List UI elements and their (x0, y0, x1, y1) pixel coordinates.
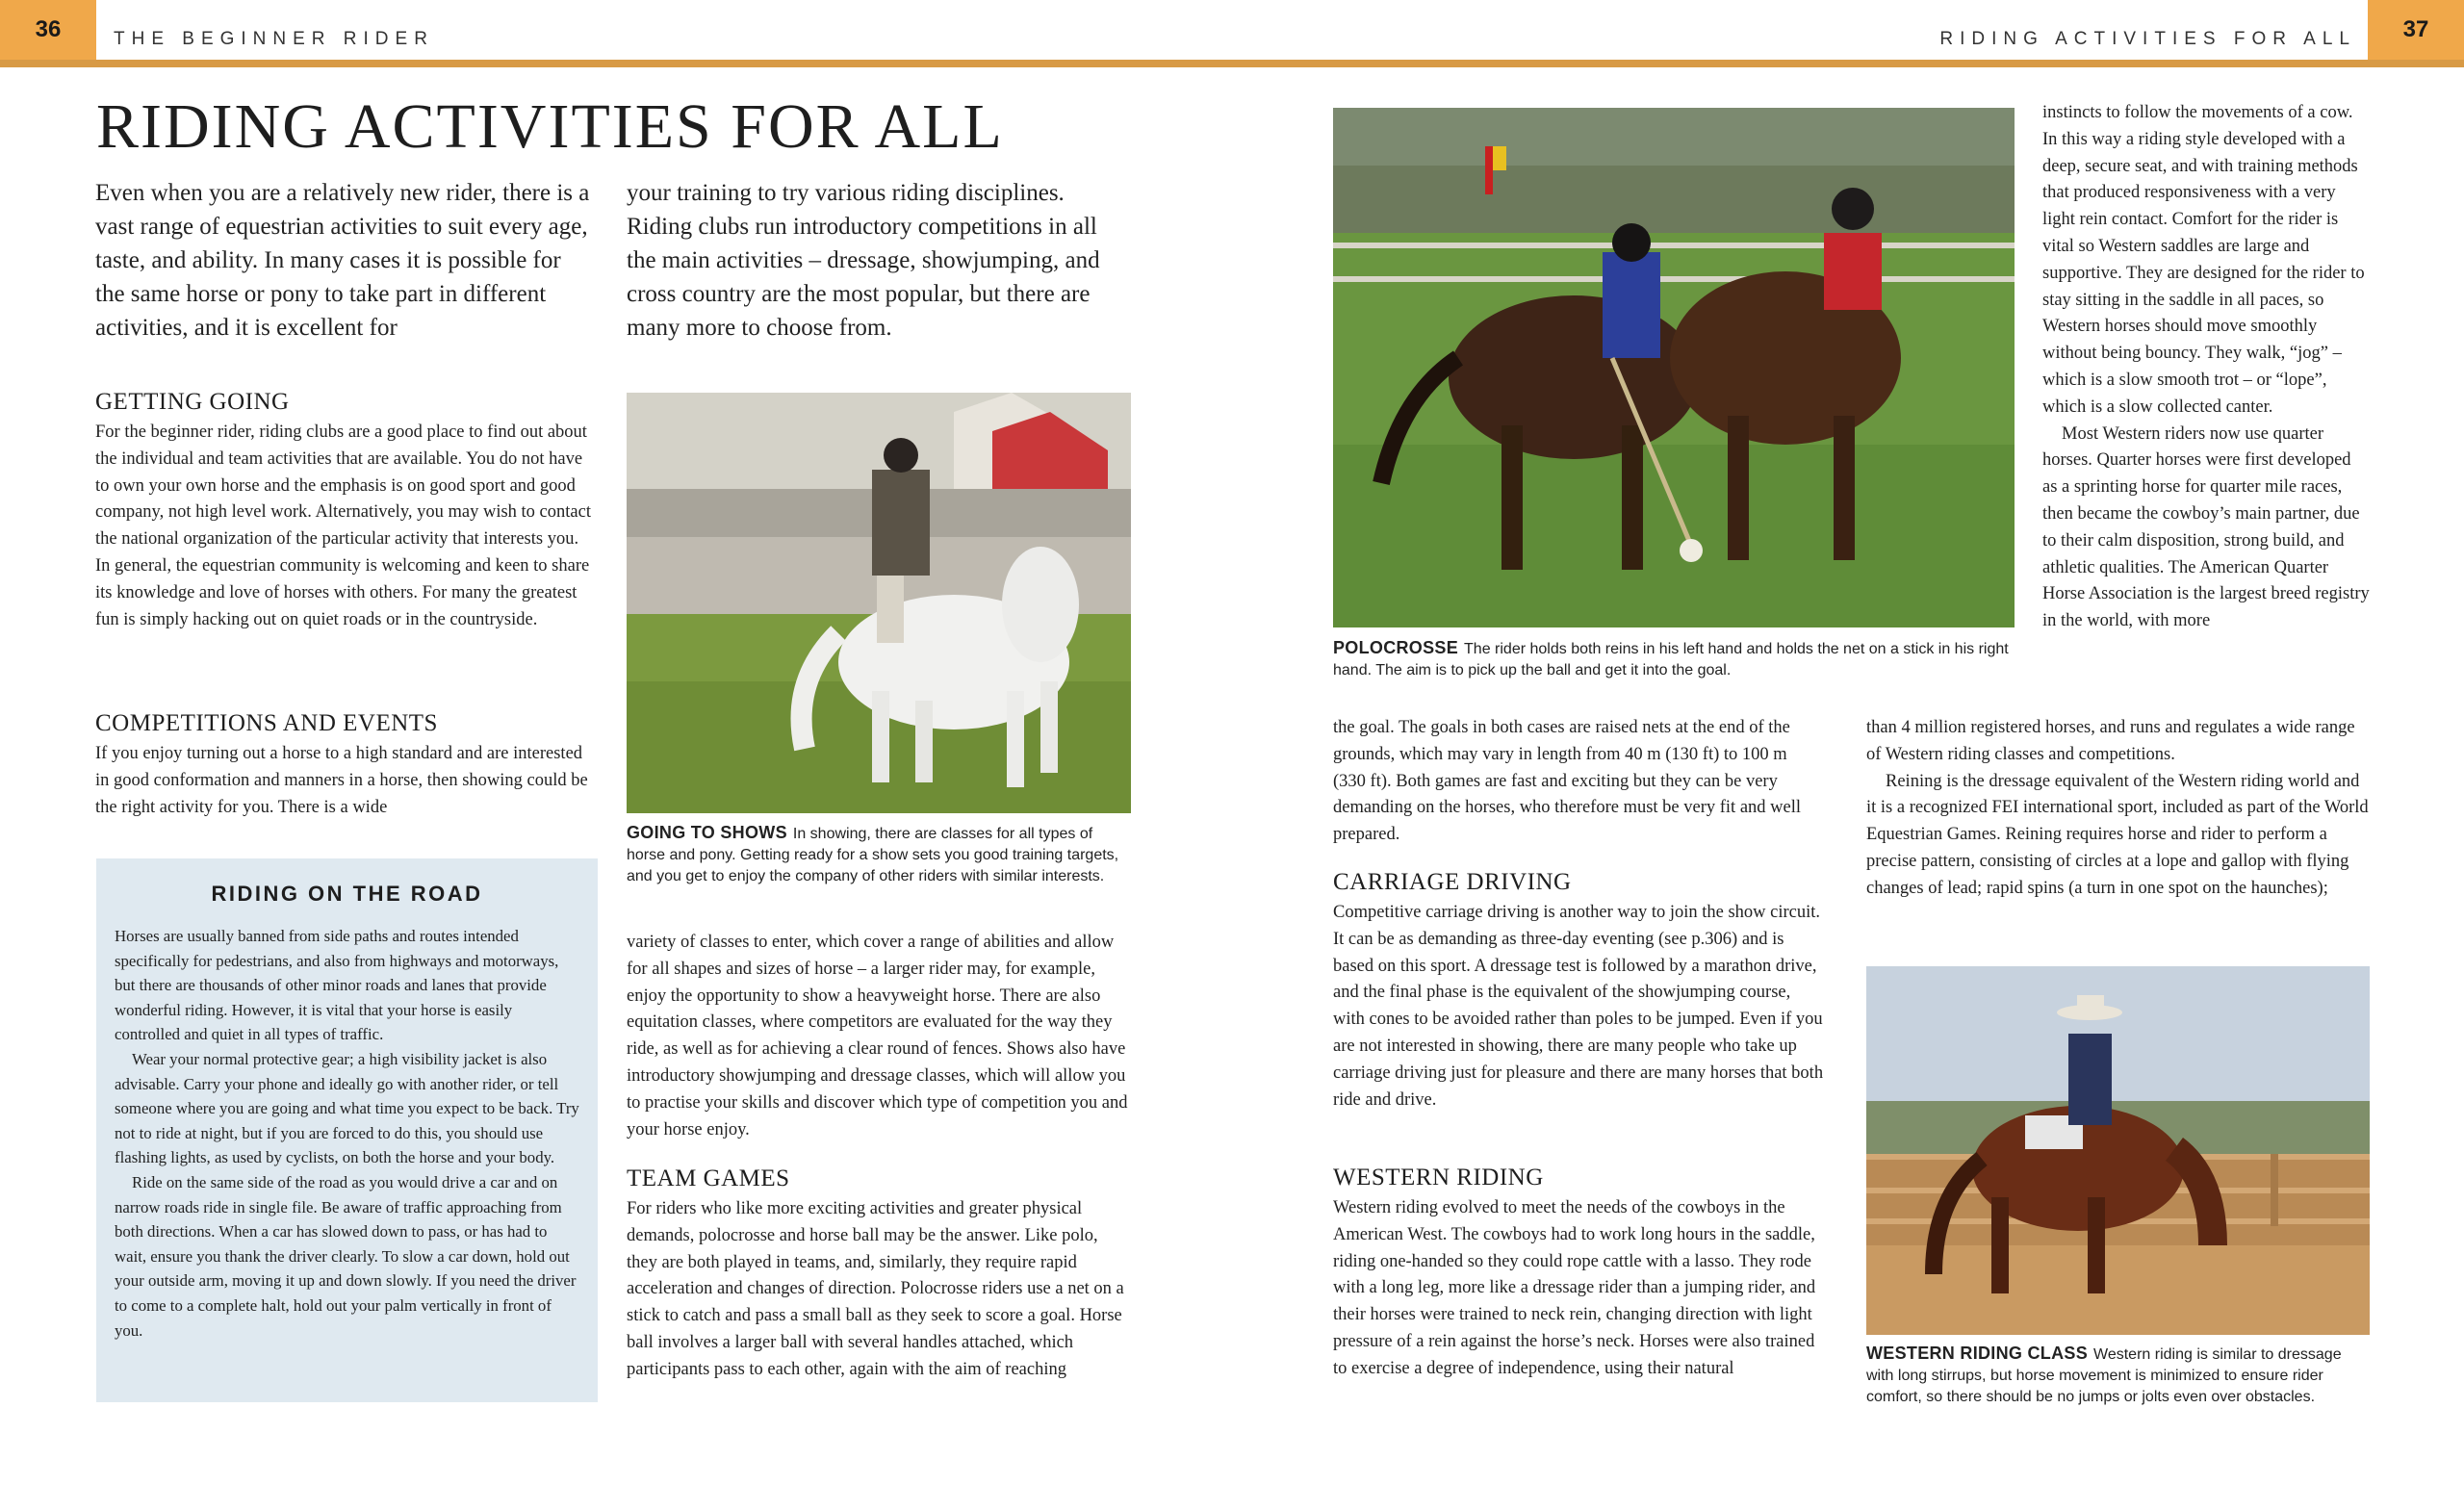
shows-caption-text: In showing, there are classes for all types of horse and pony. Getting ready for a show sets you good training targets, and you get to enjoy the company of other riders with similar interests. (627, 826, 1119, 884)
sidebar-body (115, 924, 581, 1343)
sidebar-paragraph: Horses are usually banned from side paths and routes intended specifically for pedestrians, and also from highways and motorways, but there are thousands of other minor roads and lanes that provide wonderful riding. However, it is vital that your horse is easily controlled and quiet in all types of traffic. (115, 927, 559, 1044)
quarter-horse-text: Most Western riders now use quarter horses. Quarter horses were first developed as a sprinting horse for quarter mile races, then became the cowboy’s main partner, due to their calm disposition, strong build, and athletic qualities. The American Quarter Horse Association is the largest breed registry in the world, with more (2042, 423, 2370, 631)
riding-on-road-sidebar (96, 858, 598, 1402)
competitions-text: If you enjoy turning out a horse to a high standard and are interested in good conformation and manners in a horse, then showing could be the right activity for you. There is a wide (95, 744, 588, 817)
polocrosse-caption-text: The rider holds both reins in his left hand and holds the net on a stick in his right hand. The aim is to pick up the ball and get it into the goal. (1333, 641, 2009, 678)
competitions-continued-text: variety of classes to enter, which cover a range of abilities and allow for all shapes and sizes of horse – a larger rider may, for example, enjoy the opportunity to show a heavyweight horse. There are also equitation classes, where competitors are evaluated for the way they ride, as well as for achieving a clear round of fences. Shows also have introductory showjumping and dressage classes, which will allow you to practise your skills and discover which type of competition you and your horse enjoy. (627, 933, 1128, 1139)
western-riding-text: Western riding evolved to meet the needs of the cowboys in the American West. The cowboys had to work long hours in the saddle, riding one-handed so they could rope cattle with a lasso. They rode with a long leg, more like a dressage rider than a jumping rider, and their horses were trained to neck rein, changing direction with light pressure of a rein against the horse’s neck. Horses were also trained to exercise a degree of independence, using their natural (1333, 1198, 1816, 1378)
page-title: RIDING ACTIVITIES FOR ALL (96, 91, 1004, 162)
team-games-continued-text: the goal. The goals in both cases are raised nets at the end of the grounds, which may vary in length from 40 m (130 ft) to 100 m (330 ft). Both games are fast and exciting but they can be very demanding on the horses, who therefore must be very fit and well prepared. (1333, 718, 1802, 845)
western-caption (1866, 1343, 2372, 1408)
shows-caption-label: GOING TO SHOWS (627, 823, 787, 842)
sidebar-paragraph: Ride on the same side of the road as you would drive a car and on narrow roads ride in single file. Be aware of traffic approaching from both directions. When a car has slowed down to pass, or has had to wait, ensure you thank the driver clearly. To slow a car down, hold out your outside arm, moving it up and down slowly. If you need the driver to come to a complete halt, hold out your palm vertically in front of you. (115, 1172, 577, 1340)
western-riding-right-column (2042, 100, 2370, 635)
team-games-text: For riders who like more exciting activities and greater physical demands, polocrosse and horse ball may be the answer. Like polo, they are both played in teams, and, similarly, they require rapid acceleration and changes of direction. Polocrosse riders use a net on a stick to catch and pass a small ball as they seek to score a goal. Horse ball involves a larger ball with several handles attached, which participants pass to each other, again with the aim of reaching (627, 1199, 1124, 1379)
carriage-driving-text: Competitive carriage driving is another way to join the show circuit. It can be as demanding as three-day eventing (see p.306) and is based on this sport. A dressage test is followed by a marathon drive, and the final phase is the equivalent of the showjumping course, with cones to be avoided rather than poles to be jumped. Even if you are not interested in showing, there are many people who take up carriage driving just for pleasure and there are many horses that both ride and drive. (1333, 903, 1824, 1110)
right-page-number: 37 (2368, 0, 2464, 60)
western-caption-text: Western riding is similar to dressage with long stirrups, but horse movement is minimized to ensure rider comfort, so there should be no jumps or jolts even over obstacles. (1866, 1346, 2342, 1405)
right-running-head: RIDING ACTIVITIES FOR ALL (1939, 29, 2356, 49)
polocrosse-caption-label: POLOCROSSE (1333, 638, 1459, 657)
western-caption-label: WESTERN RIDING CLASS (1866, 1344, 2089, 1363)
getting-going-heading: GETTING GOING (95, 389, 290, 415)
western-continued-text: instincts to follow the movements of a cow. In this way a riding style developed with a deep, secure seat, and with training methods that produced responsiveness with a very light rein contact. Comfort for the rider is vital so Western saddles are large and supportive. They are designed for the rider to stay sitting in the saddle in all paces, so Western horses should move smoothly without being bouncy. They walk, “jog” – which is a slow smooth trot – or “lope”, which is a slow collected canter. (2042, 103, 2365, 417)
competitions-heading: COMPETITIONS AND EVENTS (95, 710, 438, 736)
header-rule (0, 60, 2464, 67)
polocrosse-photo (1333, 108, 2015, 627)
show-horse-photo (627, 393, 1131, 813)
western-riding-lower-column (1866, 715, 2370, 903)
team-games-heading: TEAM GAMES (627, 1165, 790, 1191)
reining-text: Reining is the dressage equivalent of the Western riding world and it is a recognized FEI international sport, included as part of the World Equestrian Games. Reining requires horse and rider to perform a precise pattern, consisting of circles at a lope and gallop with flying changes of lead; rapid spins (a turn in one spot on the haunches); (1866, 771, 2369, 898)
getting-going-text: For the beginner rider, riding clubs are a good place to find out about the individual and team activities that are available. You do not have to own your own horse and the emphasis is on good sport and good company, not high level work. Alternatively, you may wish to contact the national organization of the particular activity that interests you. In general, the equestrian community is welcoming and keen to share its knowledge and love of horses with others. For many the greatest fun is simply hacking out on quiet roads or in the countryside. (95, 422, 591, 629)
polocrosse-caption (1333, 637, 2015, 681)
shows-caption (627, 822, 1131, 887)
left-running-head: THE BEGINNER RIDER (114, 29, 434, 49)
sidebar-paragraph: Wear your normal protective gear; a high visibility jacket is also advisable. Carry your phone and ideally go with another rider, or tell someone where you are going and what time you expect to be back. Try not to ride at night, but if you are forced to do this, you should use flashing lights, as used by cyclists, on both the horse and your body. (115, 1049, 579, 1167)
quarter-horse-continued-text: than 4 million registered horses, and runs and regulates a wide range of Western riding classes and competitions. (1866, 718, 2355, 764)
intro-column-1: Even when you are a relatively new rider, there is a vast range of equestrian activities to suit every age, taste, and ability. In many cases it is possible for the same horse or pony to take part in different activities, and it is excellent for (95, 180, 590, 341)
western-riding-photo (1866, 966, 2370, 1335)
left-page-number: 36 (0, 0, 96, 60)
sidebar-title: RIDING ON THE ROAD (211, 882, 483, 906)
carriage-driving-heading: CARRIAGE DRIVING (1333, 869, 1572, 895)
intro-column-2: your training to try various riding disciplines. Riding clubs run introductory competitions in all the main activities – dressage, showjumping, and cross country are the most popular, but there are many more to choose from. (627, 180, 1100, 341)
western-riding-heading: WESTERN RIDING (1333, 1165, 1544, 1191)
